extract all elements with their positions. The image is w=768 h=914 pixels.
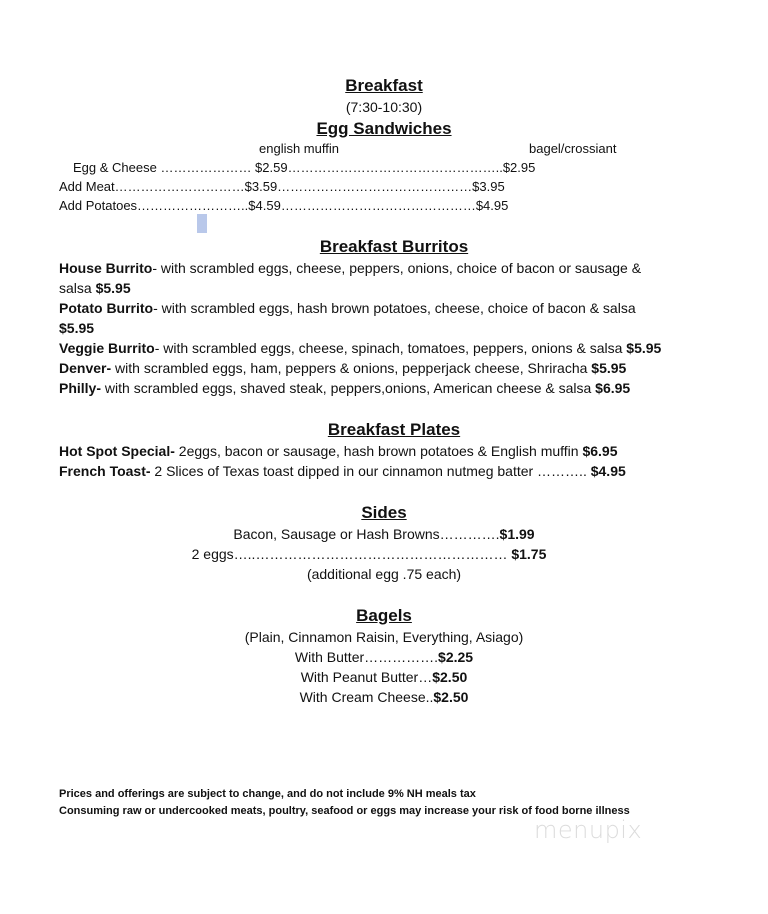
item-name: Potato Burrito xyxy=(59,300,154,316)
menu-item-philly xyxy=(59,380,630,396)
item-price: $5.95 xyxy=(95,280,131,296)
item-description: With Peanut Butter… xyxy=(300,669,433,685)
item-price: $6.95 xyxy=(595,380,631,396)
english-muffin-column-label: english muffin xyxy=(259,141,339,156)
item-description: 2 Slices of Texas toast dipped in our cinnamon nutmeg batter ……….. xyxy=(150,463,591,479)
item-description: - with scrambled eggs, hash brown potatoes, cheese, choice of bacon & salsa xyxy=(153,300,636,316)
item-price: $2.25 xyxy=(438,649,474,665)
item-description: with scrambled eggs, shaved steak, peppers,onions, American cheese & salsa xyxy=(101,380,596,396)
egg-sandwich-row: Add Meat…………………………$3.59………………………………………$3.95 xyxy=(59,179,505,194)
item-name: Hot Spot Special- xyxy=(59,443,175,459)
item-price: $5.95 xyxy=(59,320,95,336)
menu-item-house-burrito xyxy=(59,260,641,276)
item-description: 2 eggs…..……………………………………………… xyxy=(191,546,512,562)
sides-note: (additional egg .75 each) xyxy=(306,566,462,582)
item-price: $5.95 xyxy=(591,360,627,376)
menu-item-veggie-burrito xyxy=(59,340,661,356)
item-name: Veggie Burrito xyxy=(59,340,155,356)
item-price: $4.95 xyxy=(590,463,626,479)
page-title: Breakfast xyxy=(345,76,423,95)
egg-sandwich-row: Egg & Cheese ………………… $2.59…………………………………………..$2.95 xyxy=(73,160,536,175)
item-name: House Burrito xyxy=(59,260,153,276)
item-description: 2eggs, bacon or sausage, hash brown potatoes & English muffin xyxy=(174,443,583,459)
breakfast-plates-heading: Breakfast Plates xyxy=(327,420,461,439)
item-name: Denver- xyxy=(59,360,112,376)
menupix-watermark: menupix xyxy=(534,816,643,844)
bagel-item-butter xyxy=(0,649,768,665)
bagel-varieties: (Plain, Cinnamon Raisin, Everything, Asiago) xyxy=(244,629,524,645)
disclaimer-prices: Prices and offerings are subject to change, and do not include 9% NH meals tax xyxy=(59,788,476,800)
item-description: With Cream Cheese.. xyxy=(299,689,434,705)
menu-item-potato-burrito xyxy=(59,300,636,316)
item-description: - with scrambled eggs, cheese, spinach, tomatoes, peppers, onions & salsa xyxy=(154,340,627,356)
item-price: $1.75 xyxy=(511,546,547,562)
side-item-eggs xyxy=(0,546,768,562)
side-item-meats xyxy=(0,526,768,542)
item-name: Philly- xyxy=(59,380,102,396)
item-description: Bacon, Sausage or Hash Browns…………. xyxy=(233,526,500,542)
item-price: $2.50 xyxy=(432,669,468,685)
hours-text: (7:30-10:30) xyxy=(345,99,423,115)
disclaimer-raw-food: Consuming raw or undercooked meats, poultry, seafood or eggs may increase your risk of food borne illness xyxy=(59,805,630,817)
item-description: salsa xyxy=(59,280,96,296)
egg-sandwiches-heading: Egg Sandwiches xyxy=(316,119,452,138)
menu-item-french-toast xyxy=(59,463,626,479)
item-price: $2.50 xyxy=(433,689,469,705)
item-name: French Toast- xyxy=(59,463,151,479)
text-cursor-highlight xyxy=(197,214,207,233)
bagel-croissant-column-label: bagel/crossiant xyxy=(529,141,617,156)
item-description: with scrambled eggs, ham, peppers & onions, pepperjack cheese, Shriracha xyxy=(111,360,592,376)
bagels-heading: Bagels xyxy=(356,606,412,625)
item-price: $6.95 xyxy=(582,443,618,459)
egg-sandwich-row: Add Potatoes……………………..$4.59………………………………………$4.95 xyxy=(59,198,509,213)
menu-item-hot-spot-special xyxy=(59,443,618,459)
bagel-item-cream-cheese xyxy=(0,689,768,705)
bagel-item-peanut-butter xyxy=(0,669,768,685)
menu-item-house-burrito-cont xyxy=(59,280,131,296)
item-description: - with scrambled eggs, cheese, peppers, onions, choice of bacon or sausage & xyxy=(152,260,642,276)
sides-heading: Sides xyxy=(361,503,407,522)
breakfast-burritos-heading: Breakfast Burritos xyxy=(319,237,469,256)
item-price: $1.99 xyxy=(499,526,535,542)
item-description: With Butter……………. xyxy=(294,649,439,665)
menu-item-denver xyxy=(59,360,626,376)
item-price: $5.95 xyxy=(626,340,662,356)
